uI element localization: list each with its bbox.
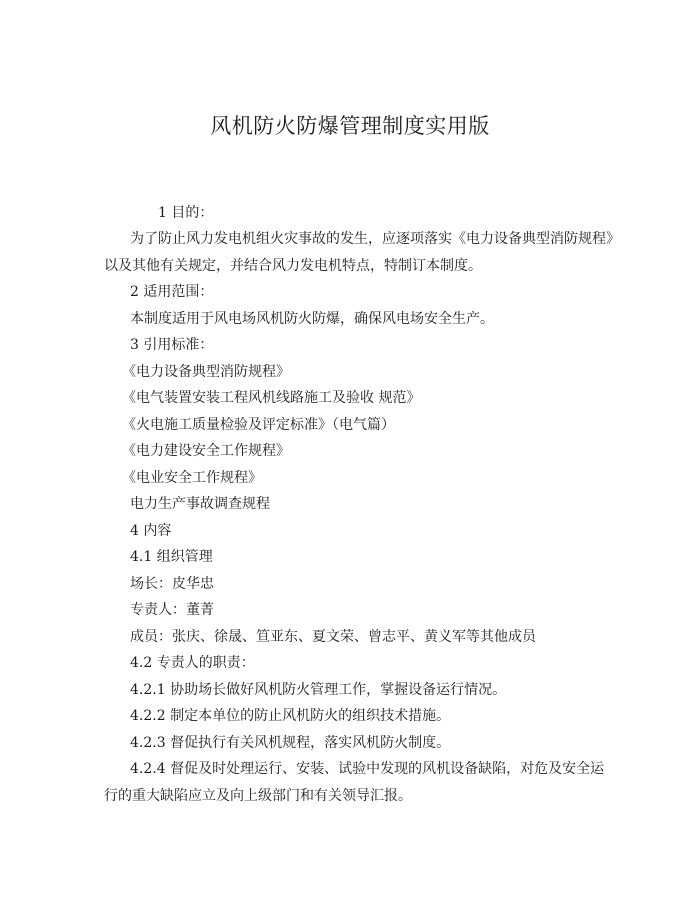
paragraph-line: 场长：皮华忠 xyxy=(130,576,214,592)
reference-item: 《火电施工质量检验及评定标准》（电气篇） xyxy=(122,417,395,433)
paragraph-line: 4.2.3 督促执行有关风机规程，落实风机防火制度。 xyxy=(130,735,451,751)
paragraph-line: 行的重大缺陷应立及向上级部门和有关领导汇报。 xyxy=(104,788,412,804)
reference-item: 《电业安全工作规程》 xyxy=(122,470,262,486)
reference-item: 电力生产事故调查规程 xyxy=(130,496,270,512)
paragraph-line: 以及其他有关规定，并结合风力发电机特点，特制订本制度。 xyxy=(104,258,482,274)
paragraph-line: 专责人：董菁 xyxy=(130,602,214,618)
document-title: 风机防火防爆管理制度实用版 xyxy=(210,114,490,138)
paragraph-line: 4.2.4 督促及时处理运行、安装、试验中发现的风机设备缺陷，对危及安全运 xyxy=(130,761,605,777)
paragraph-line: 本制度适用于风电场风机防火防爆，确保风电场安全生产。 xyxy=(130,311,494,327)
section-3-heading: 3 引用标准： xyxy=(130,337,214,353)
subsection-heading: 4.1 组织管理 xyxy=(130,549,213,565)
reference-item: 《电力设备典型消防规程》 xyxy=(122,364,290,380)
paragraph-line: 4.2.1 协助场长做好风机防火管理工作，掌握设备运行情况。 xyxy=(130,682,507,698)
section-4-heading: 4 内容 xyxy=(130,523,172,539)
paragraph-line: 4.2.2 制定本单位的防止风机防火的组织技术措施。 xyxy=(130,708,451,724)
reference-item: 《电力建设安全工作规程》 xyxy=(122,443,290,459)
reference-item: 《电气装置安装工程风机线路施工及验收 规范》 xyxy=(122,390,421,406)
section-1-heading: 1 目的： xyxy=(158,205,214,221)
paragraph-line: 为了防止风力发电机组火灾事故的发生，应逐项落实《电力设备典型消防规程》 xyxy=(130,231,620,247)
subsection-heading: 4.2 专责人的职责： xyxy=(130,655,255,671)
section-2-heading: 2 适用范围： xyxy=(130,284,214,300)
paragraph-line: 成员：张庆、徐晟、笪亚东、夏文荣、曾志平、黄义军等其他成员 xyxy=(130,629,536,645)
